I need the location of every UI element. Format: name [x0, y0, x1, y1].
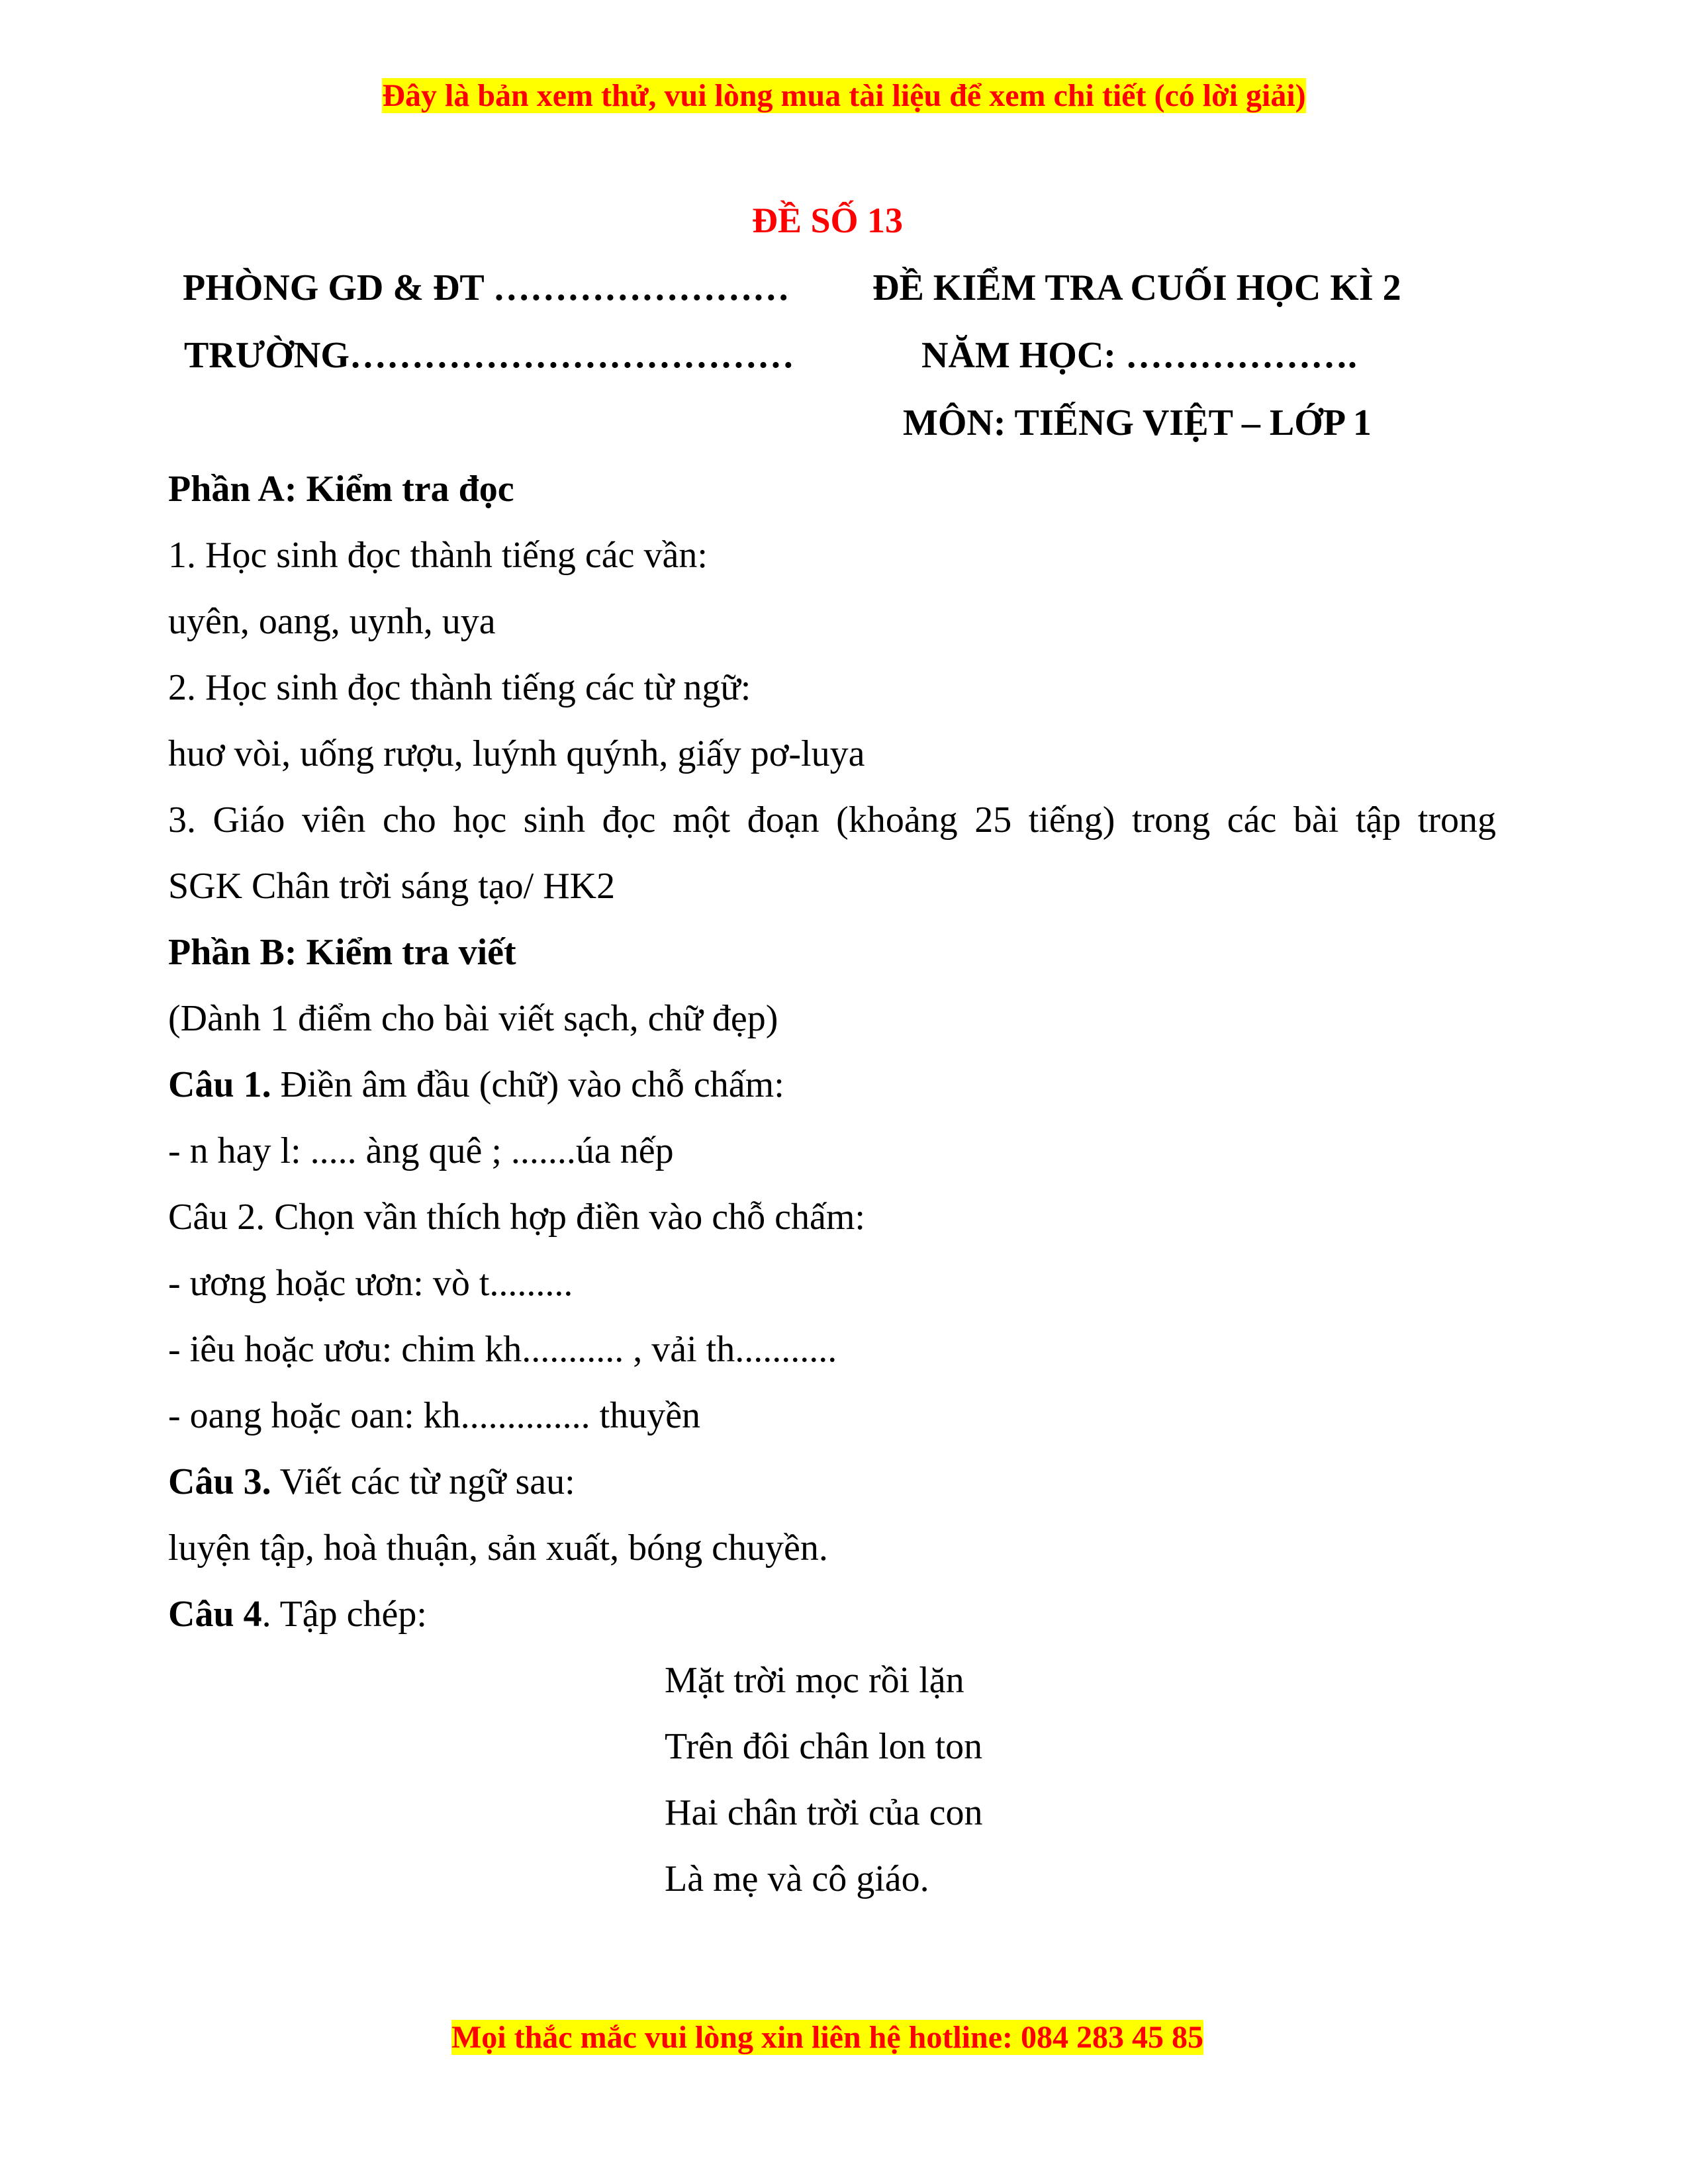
question-2-exercise-2: - iêu hoặc ươu: chim kh........... , vải th........... [168, 1329, 837, 1370]
poem-line-1: Mặt trời mọc rồi lặn [665, 1660, 964, 1701]
part-a-item-1-content: uyên, oang, uynh, uya [168, 601, 496, 642]
question-1-exercise: - n hay l: ..... àng quê ; .......úa nếp [168, 1130, 674, 1171]
question-4 [168, 1591, 427, 1637]
part-a-item-2-content: huơ vòi, uống rượu, luýnh quýnh, giấy pơ-luya [168, 733, 865, 774]
question-3-label: Câu 3. [168, 1461, 271, 1502]
poem-line-4: Là mẹ và cô giáo. [665, 1858, 929, 1899]
part-a-item-2: 2. Học sinh đọc thành tiếng các từ ngữ: [168, 667, 751, 708]
question-1-text: Điền âm đầu (chữ) vào chỗ chấm: [271, 1064, 784, 1105]
question-3-words: luyện tập, hoà thuận, sản xuất, bóng chuyền. [168, 1527, 828, 1569]
bottom-notice-text: Mọi thắc mắc vui lòng xin liên hệ hotline: 084 283 45 85 [451, 2020, 1203, 2055]
part-a-item-1: 1. Học sinh đọc thành tiếng các vần: [168, 535, 708, 576]
top-preview-notice [0, 75, 1688, 116]
question-2-exercise-1: - ương hoặc ươn: vò t......... [168, 1263, 573, 1304]
exam-title: ĐỀ KIỂM TRA CUỐI HỌC KÌ 2 [872, 267, 1401, 308]
part-a-item-3-line-2: SGK Chân trời sáng tạo/ HK2 [168, 866, 616, 907]
question-4-label: Câu 4 [168, 1594, 262, 1635]
school-year-line: NĂM HỌC: ………………. [921, 335, 1357, 376]
part-a-heading: Phần A: Kiểm tra đọc [168, 469, 514, 510]
poem-line-3: Hai chân trời của con [665, 1792, 983, 1833]
department-line: PHÒNG GD & ĐT …………………… [183, 267, 790, 308]
question-2-exercise-3: - oang hoặc oan: kh.............. thuyền [168, 1395, 701, 1436]
question-1-label: Câu 1. [168, 1064, 271, 1105]
part-b-note: (Dành 1 điểm cho bài viết sạch, chữ đẹp) [168, 998, 778, 1039]
bottom-contact-notice [0, 2017, 1655, 2058]
question-1 [168, 1062, 784, 1108]
poem-line-2: Trên đôi chân lon ton [665, 1726, 983, 1767]
exam-number: ĐỀ SỐ 13 [751, 201, 904, 240]
subject-line: MÔN: TIẾNG VIỆT – LỚP 1 [903, 402, 1372, 443]
question-3-text: Viết các từ ngữ sau: [271, 1461, 575, 1502]
question-4-text: . Tập chép: [261, 1594, 427, 1635]
school-line: TRƯỜNG……………………………… [184, 335, 794, 376]
part-b-heading: Phần B: Kiểm tra viết [168, 932, 516, 973]
question-3 [168, 1459, 575, 1505]
part-a-item-3-line-1: 3. Giáo viên cho học sinh đọc một đoạn (khoảng 25 tiếng) trong các bài tập trong [168, 799, 1496, 841]
question-2: Câu 2. Chọn vần thích hợp điền vào chỗ chấm: [168, 1197, 865, 1238]
top-notice-text: Đây là bản xem thử, vui lòng mua tài liệu để xem chi tiết (có lời giải) [382, 78, 1306, 113]
